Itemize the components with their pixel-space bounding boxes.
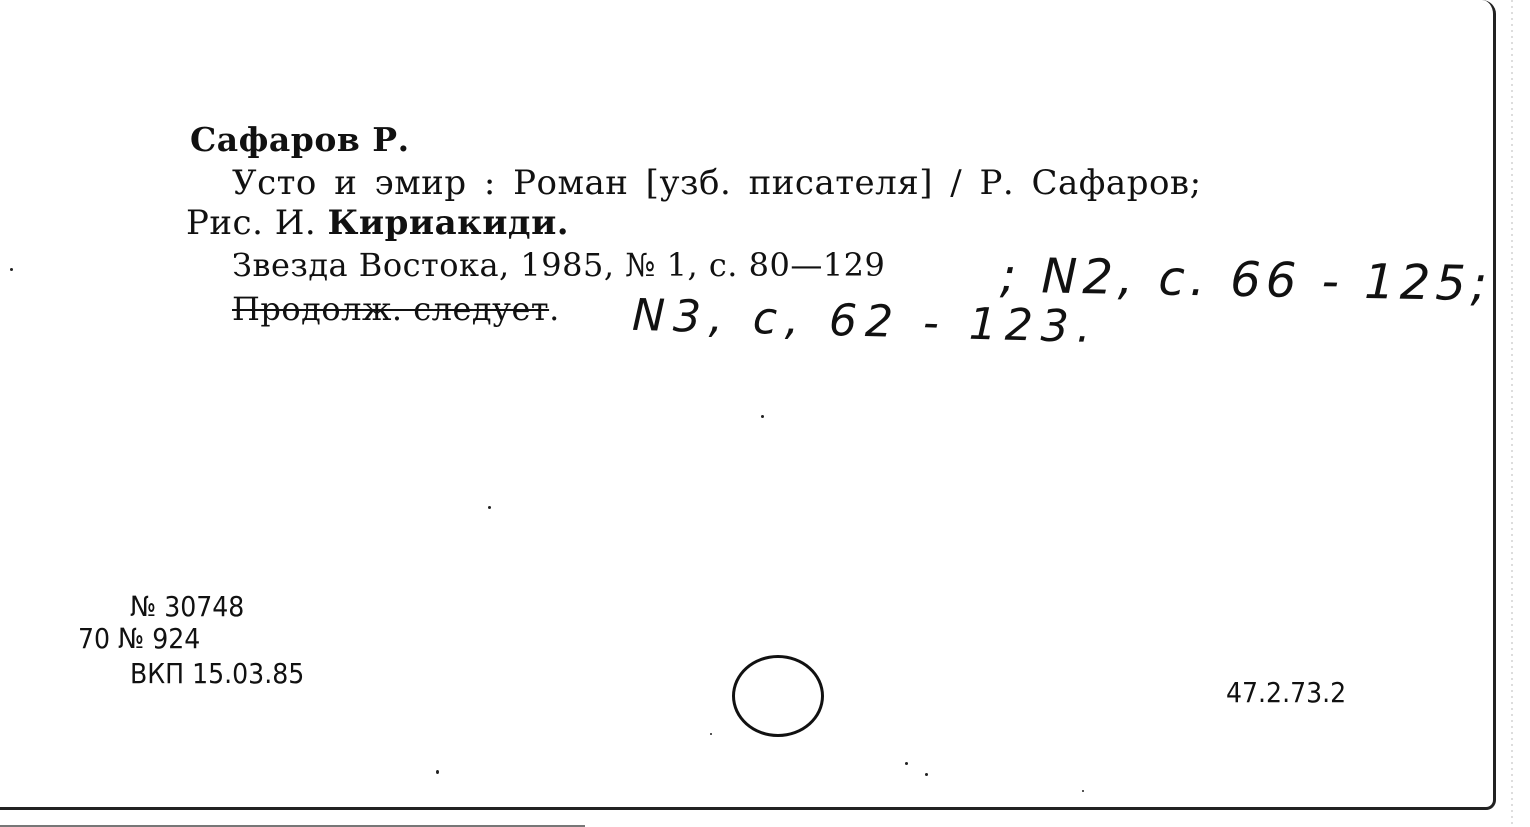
speck: [436, 770, 439, 774]
speck: [710, 733, 712, 735]
continuation-period: .: [549, 290, 560, 328]
classification-code: 47.2.73.2: [1226, 676, 1347, 709]
handwritten-issue-2: ; N2, c. 66 - 125;: [999, 247, 1493, 313]
handwritten-issue-3: N3, c, 62 - 123.: [631, 289, 1100, 354]
punch-hole-icon: [732, 655, 824, 737]
source-citation: Звезда Востока, 1985, № 1, с. 80—129: [232, 246, 886, 284]
speck: [1082, 790, 1084, 792]
speck: [10, 268, 13, 271]
illustrator-prefix: Рис. И.: [186, 203, 317, 243]
registry-date: ВКП 15.03.85: [130, 657, 305, 690]
struck-continuation-text: Продолж. следует: [232, 290, 550, 328]
continuation-note: [232, 290, 560, 328]
speck: [488, 506, 491, 509]
speck: [905, 762, 908, 765]
illustrator-statement: [186, 203, 569, 243]
accession-number: № 30748: [130, 590, 245, 623]
issue-number: 70 № 924: [78, 622, 201, 655]
illustrator-name: Кириакиди.: [327, 203, 570, 243]
author-heading: Сафаров Р.: [190, 120, 410, 159]
speck: [761, 415, 764, 418]
speck: [925, 773, 928, 776]
title-statement: Усто и эмир : Роман [узб. писателя] / Р. Сафаров;: [232, 163, 1202, 203]
